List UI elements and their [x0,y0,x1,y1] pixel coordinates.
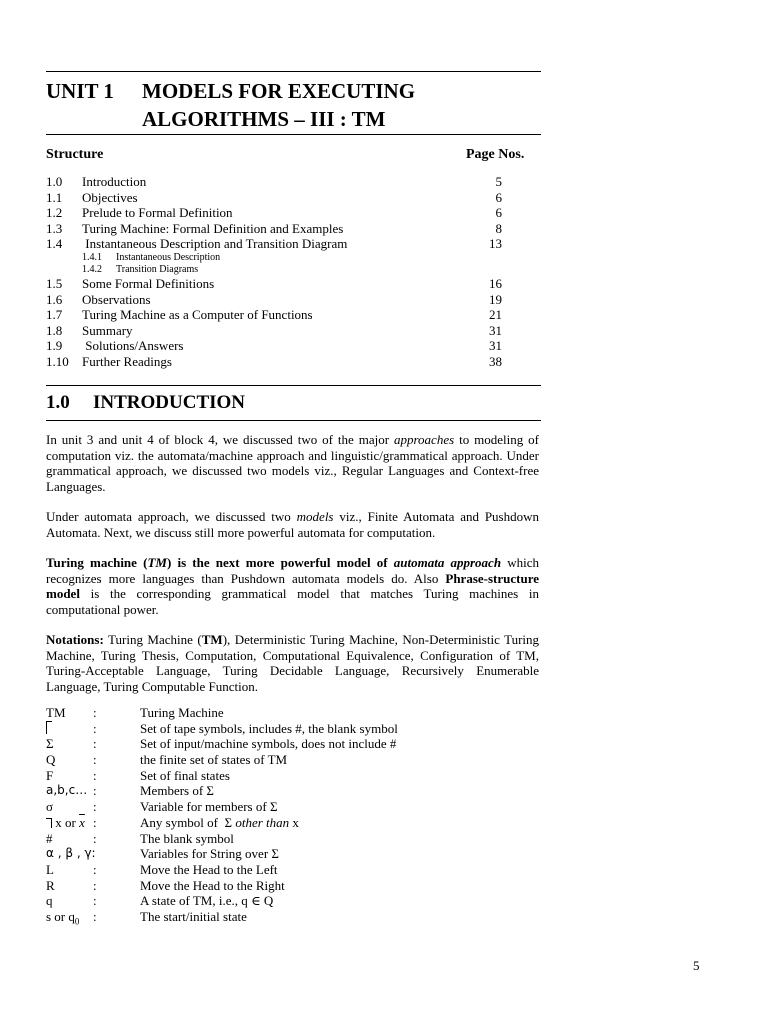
notation-row: x or $\overline{x}$ : Any symbol of Σ other than x [46,815,539,831]
section-title: INTRODUCTION [93,392,246,413]
toc-item: 1.3 Turing Machine: Formal Definition and Examples 8 [46,220,502,236]
paragraph-intro-1: In unit 3 and unit 4 of block 4, we discussed two of the major approaches to modeling of computation viz. the automata/machine approach and linguistic/grammatical approach. Under grammatical approach, we discussed two models viz., Regular Languages and Context-free Languages. [46,432,540,494]
toc-item: 1.2 Prelude to Formal Definition 6 [46,205,502,221]
paragraph-intro-2: Under automata approach, we discussed two models viz., Finite Automata and Pushdown Automata. Next, we discuss still more powerful automata for computation. [46,509,539,540]
unit-title-line-2: ALGORITHMS – III : TM [142,107,386,131]
paragraph-notations: Notations: Turing Machine (TM), Deterministic Turing Machine, Non-Deterministic Turing Machine, Turing Thesis, Computation, Computational Equivalence, Configuration of TM, Turing-Acceptable Language, Turing Decidable Language, Recursively Enumerable Language, Turing Computable Function. [46,632,540,694]
toc-item: 1.8 Summary 31 [46,322,502,338]
page-nos-label: Page Nos. [466,147,525,162]
notation-row: s or $q_0$ : The start/initial state [46,908,247,927]
section-number: 1.0 [46,392,70,413]
notation-row: # : The blank symbol [46,830,234,846]
structure-label: Structure [46,147,104,162]
toc-item: 1.7 Turing Machine as a Computer of Functions 21 [46,307,502,323]
notation-row: F : Set of final states [46,767,230,783]
paragraph-intro-3: Turing machine (TM) is the next more powerful model of automata approach which recognizes more languages than Pushdown automata models do. Also Phrase-structure model is the corresponding grammatical model that matches Turing machines in computational power. [46,555,540,617]
notation-row: R : Move the Head to the Right [46,877,285,893]
toc-item: 1.10 Further Readings 38 [46,353,502,369]
section-top-rule [46,385,541,386]
toc-item: 1.1 Objectives 6 [46,189,502,205]
table-of-contents [46,174,526,370]
unit-number: UNIT 1 [46,79,114,103]
notation-row: a,b,c… : Members of Σ [46,783,214,799]
notation-row: q : A state of TM, i.e., q ∈ Q [46,893,274,909]
notation-row: Σ : Set of input/machine symbols, does not include # [46,736,397,752]
notation-row: Q : the finite set of states of TM [46,752,288,768]
notation-row: : Set of tape symbols, includes #, the blank symbol [46,721,539,737]
heading-rule [46,134,541,135]
notation-row: L : Move the Head to the Left [46,861,278,877]
page-number: 5 [693,958,700,973]
top-rule [46,71,541,72]
toc-subitem: 1.4.1 Instantaneous Description [82,251,221,263]
section-bottom-rule [46,420,541,421]
toc-item: 1.0 Introduction 5 [46,174,502,189]
notation-row: TM : Turing Machine [46,705,224,720]
toc-item: 1.4 Instantaneous Description and Transition Diagram 13 [46,236,502,252]
unit-title-line-1: MODELS FOR EXECUTING [142,79,416,103]
toc-item: 1.5 Some Formal Definitions 16 [46,275,502,291]
notation-row: α , β , γ: Variables for String over Σ [46,846,279,862]
toc-item: 1.9 Solutions/Answers 31 [46,338,502,354]
notation-row: σ : Variable for members of Σ [46,799,278,815]
gamma-symbol-icon [46,721,52,734]
notation-list [46,705,539,925]
toc-item: 1.6 Observations 19 [46,291,502,307]
toc-subitem: 1.4.2 Transition Diagrams [82,263,199,275]
